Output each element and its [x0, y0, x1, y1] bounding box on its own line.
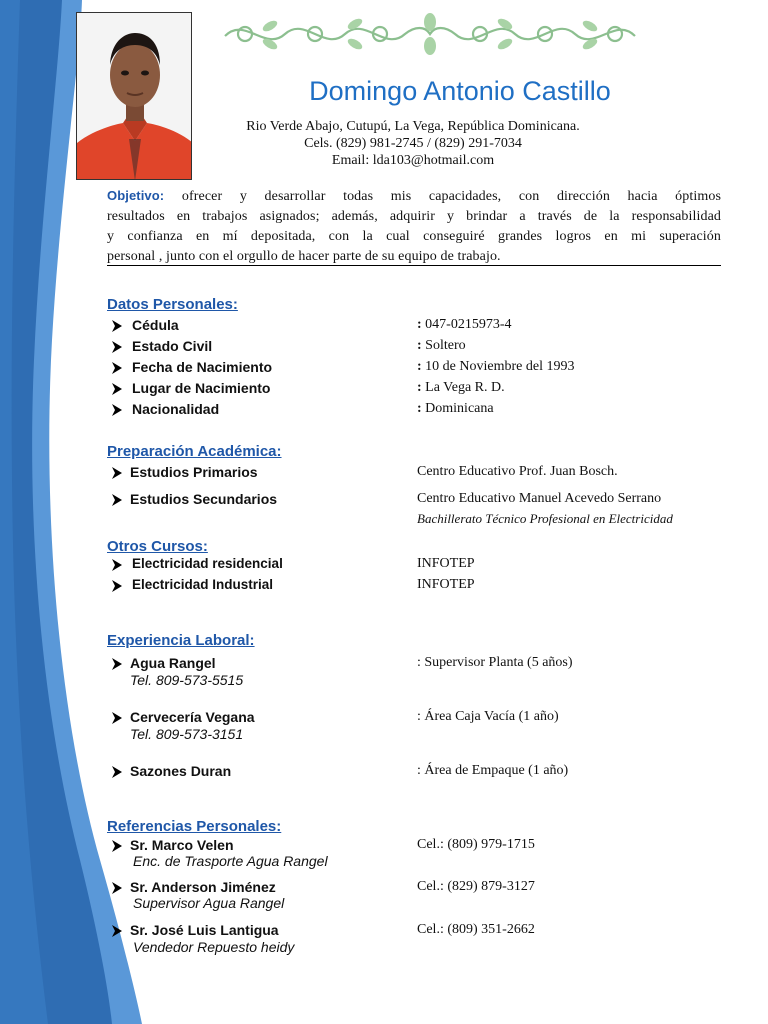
course-label: Electricidad Industrial: [132, 577, 274, 592]
reference-label: Sr. José Luis Lantigua: [130, 922, 279, 938]
arrowhead-bullet-icon: [110, 838, 124, 854]
objective-line-2: resultados en trabajos asignados; además, adquirir y brindar a través de la responsabilidad: [107, 209, 721, 224]
personal-value: : Dominicana: [417, 401, 494, 416]
experience-value: : Supervisor Planta (5 años): [417, 655, 573, 670]
arrowhead-bullet-icon: [110, 318, 124, 334]
academic-row-primarios: [110, 464, 730, 484]
personal-label: Lugar de Nacimiento: [132, 380, 271, 396]
objective-line-3: y confianza en mí depositada, con la cual conseguiré grandes logros en mi superación: [107, 229, 721, 244]
academic-label: Estudios Primarios: [130, 464, 258, 480]
course-value: INFOTEP: [417, 556, 475, 571]
arrowhead-bullet-icon: [110, 764, 124, 780]
reference-label: Sr. Marco Velen: [130, 837, 234, 853]
reference-role: Supervisor Agua Rangel: [133, 895, 285, 911]
reference-value: Cel.: (809) 979-1715: [417, 837, 535, 852]
arrowhead-bullet-icon: [110, 339, 124, 355]
experience-label: Agua Rangel: [130, 655, 216, 671]
email-line: Email: lda103@hotmail.com: [331, 153, 495, 168]
arrowhead-bullet-icon: [110, 710, 124, 726]
section-title-experience: Experiencia Laboral:: [107, 632, 255, 649]
personal-value: : 047-0215973-4: [417, 317, 512, 332]
arrowhead-bullet-icon: [110, 557, 124, 573]
experience-phone: Tel. 809-573-5515: [130, 672, 244, 688]
experience-label: Sazones Duran: [130, 763, 232, 779]
academic-row-secundarios: [110, 491, 730, 511]
personal-row-lugar: [110, 380, 730, 400]
portrait-photo: [76, 12, 192, 180]
personal-label: Nacionalidad: [132, 401, 220, 417]
experience-row-sazones: [110, 763, 730, 783]
arrowhead-bullet-icon: [110, 578, 124, 594]
arrowhead-bullet-icon: [110, 656, 124, 672]
objective-divider: [107, 265, 721, 266]
arrowhead-bullet-icon: [110, 465, 124, 481]
objective-label: Objetivo:: [107, 188, 165, 203]
academic-value: Centro Educativo Prof. Juan Bosch.: [417, 464, 618, 479]
reference-label: Sr. Anderson Jiménez: [130, 879, 276, 895]
objective-line-1: ofrecer y desarrollar todas mis capacidades, con dirección hacia óptimos: [181, 189, 722, 204]
section-title-courses: Otros Cursos:: [107, 538, 208, 555]
personal-row-cedula: [110, 317, 730, 337]
experience-value: : Área Caja Vacía (1 año): [417, 709, 559, 724]
personal-label: Estado Civil: [132, 338, 213, 354]
section-title-personal: Datos Personales:: [107, 296, 238, 313]
personal-row-fecha: [110, 359, 730, 379]
arrowhead-bullet-icon: [110, 360, 124, 376]
reference-value: Cel.: (809) 351-2662: [417, 922, 535, 937]
experience-value: : Área de Empaque (1 año): [417, 763, 569, 778]
address-line: Rio Verde Abajo, Cutupú, La Vega, República Dominicana.: [246, 119, 580, 134]
arrowhead-bullet-icon: [110, 492, 124, 508]
objective-paragraph: [107, 186, 721, 267]
course-label: Electricidad residencial: [132, 556, 283, 571]
reference-value: Cel.: (829) 879-3127: [417, 879, 535, 894]
personal-value: : 10 de Noviembre del 1993: [417, 359, 575, 374]
academic-value: Centro Educativo Manuel Acevedo Serrano: [417, 491, 662, 506]
personal-label: Fecha de Nacimiento: [132, 359, 273, 375]
experience-phone: Tel. 809-573-3151: [130, 726, 244, 742]
arrowhead-bullet-icon: [110, 880, 124, 896]
course-row-industrial: [110, 577, 730, 597]
objective-line-4: personal , junto con el orgullo de hacer parte de su equipo de trabajo.: [107, 249, 501, 264]
experience-label: Cervecería Vegana: [130, 709, 255, 725]
personal-row-estado-civil: [110, 338, 730, 358]
candidate-name: Domingo Antonio Castillo: [309, 76, 611, 106]
personal-value: : La Vega R. D.: [417, 380, 505, 395]
arrowhead-bullet-icon: [110, 381, 124, 397]
personal-label: Cédula: [132, 317, 179, 333]
course-value: INFOTEP: [417, 577, 475, 592]
academic-detail: Bachillerato Técnico Profesional en Electricidad: [417, 511, 673, 526]
arrowhead-bullet-icon: [110, 402, 124, 418]
personal-value: : Soltero: [417, 338, 466, 353]
reference-role: Enc. de Trasporte Agua Rangel: [133, 853, 328, 869]
section-title-references: Referencias Personales:: [107, 818, 282, 835]
phones-line: Cels. (829) 981-2745 / (829) 291-7034: [304, 136, 522, 151]
course-row-residencial: [110, 556, 730, 576]
academic-label: Estudios Secundarios: [130, 491, 278, 507]
reference-role: Vendedor Repuesto heidy: [133, 939, 295, 955]
section-title-academic: Preparación Académica:: [107, 443, 282, 460]
floral-scroll-ornament-icon: [215, 12, 645, 56]
arrowhead-bullet-icon: [110, 923, 124, 939]
personal-row-nacionalidad: [110, 401, 730, 421]
